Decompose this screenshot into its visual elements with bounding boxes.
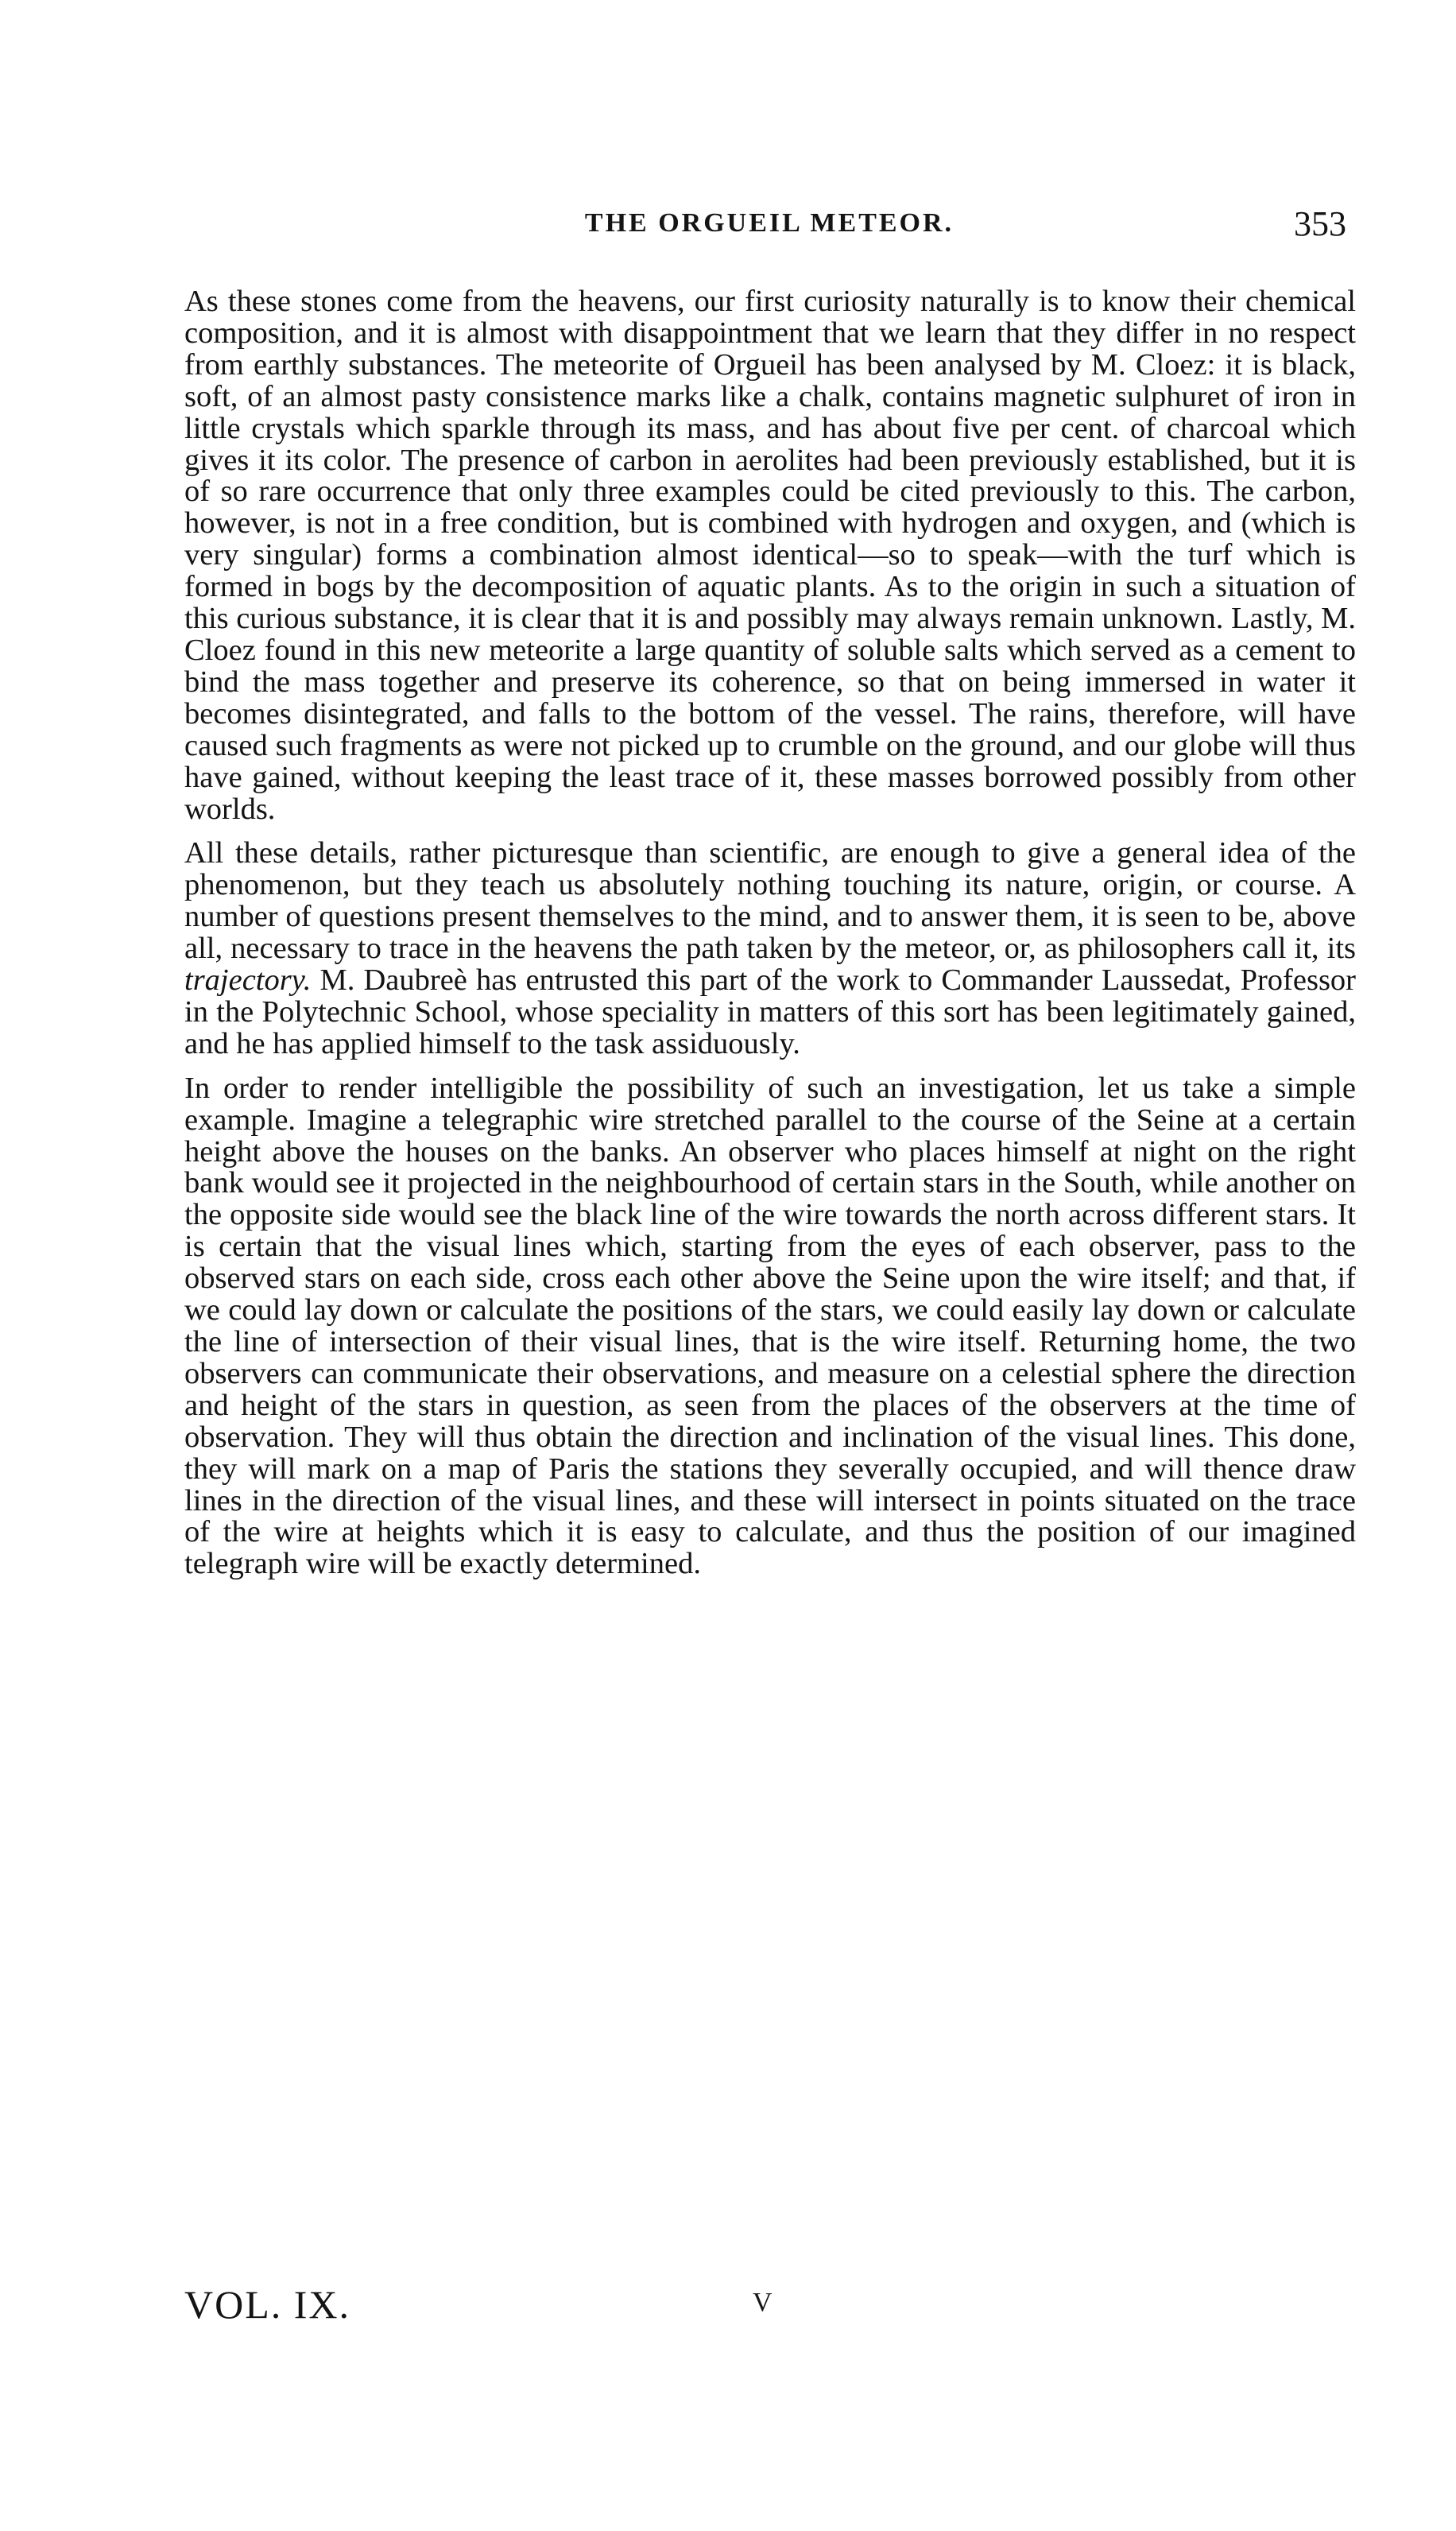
paragraph-1: As these stones come from the heavens, our first curiosity naturally is to know their chemical composition, and it is almost with disappointment that we learn that they differ in no respect from earthly substances. The meteorite of Orgueil has been analysed by M. Cloez: it is black, soft, of an almost pasty consistence marks like a chalk, contains magnetic sulphuret of iron in little crystals which sparkle through its mass, and has about five per cent. of charcoal which gives it its color. The presence of carbon in aerolites had been previously established, but it is of so rare occurrence that only three examples could be cited previously to this. The carbon, however, is not in a free condition, but is combined with hydrogen and oxygen, and (which is very singular) forms a combination almost identical—so to speak—with the turf which is formed in bogs by the decomposition of aquatic plants. As to the origin in such a situation of this curious substance, it is clear that it is and possibly may always remain unknown. Lastly, M. Cloez found in this new meteorite a large quantity of soluble salts which served as a cement to bind the mass together and preserve its coherence, so that on being immersed in water it becomes disintegrated, and falls to the bottom of the vessel. The rains, therefore, will have caused such fragments as were not picked up to crumble on the ground, and our globe will thus have gained, without keeping the least trace of it, these masses borrowed possibly from other worlds. [184, 285, 1356, 826]
paragraph-2 [184, 838, 1356, 1060]
paragraph-3: In order to render intelligible the possibility of such an investigation, let us take a simple example. Imagine a telegraphic wire stretched parallel to the course of the Seine at a certain height above the houses on the banks. An observer who places himself at night on the right bank would see it projected in the neighbourhood of certain stars in the South, while another on the opposite side would see the black line of the wire towards the north across different stars. It is certain that the visual lines which, starting from the eyes of each observer, pass to the observed stars on each side, cross each other above the Seine upon the wire itself; and that, if we could lay down or calculate the positions of the stars, we could easily lay down or calculate the line of intersection of their visual lines, that is the wire itself. Returning home, the two observers can communicate their observations, and measure on a celestial sphere the direction and height of the stars in question, as seen from the places of the observers at the time of observation. They will thus obtain the direction and inclination of the visual lines. This done, they will mark on a map of Paris the stations they severally occupied, and will thence draw lines in the direction of the visual lines, and these will intersect in points situated on the trace of the wire at heights which it is easy to calculate, and thus the position of our imagined telegraph wire will be exactly determined. [184, 1071, 1356, 1581]
paragraph-2-text-b: M. Daubreè has entrusted this part of the work to Commander Laussedat, Professor in the Polytechnic School, whose speciality in matters of this sort has been legitimately gained, and he has applied himself to the task assiduously. [184, 963, 1356, 1060]
page-number: 353 [1294, 204, 1346, 243]
italic-term-trajectory: trajectory. [184, 963, 312, 998]
page-header [186, 204, 1353, 256]
body-text [184, 286, 1356, 1593]
paragraph-2-text-a: All these details, rather picturesque than scientific, are enough to give a general idea of the phenomenon, but they teach us absolutely nothing touching its nature, origin, or course. A number of questions present themselves to the mind, and to answer them, it is seen to be, above all, necessary to trace in the heavens the path taken by the meteor, or, as philosophers call it, its [184, 836, 1356, 966]
volume-label: VOL. IX. [184, 2282, 351, 2327]
signature-mark: V [753, 2288, 773, 2317]
running-title: THE ORGUEIL METEOR. [584, 208, 955, 238]
page-footer [184, 2281, 1356, 2337]
